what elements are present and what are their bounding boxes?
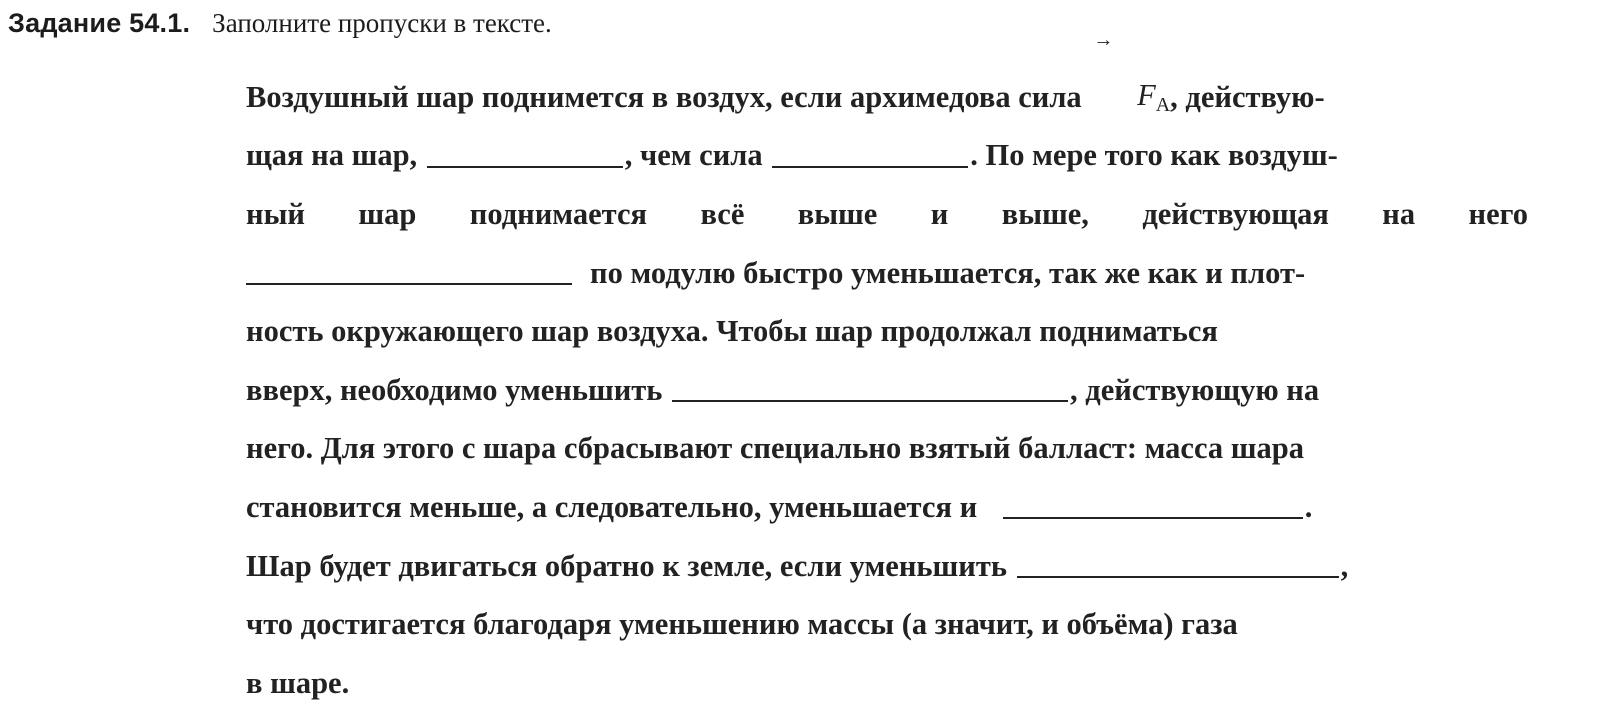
text-word: поднимается xyxy=(469,196,648,231)
blank-field-5[interactable] xyxy=(1003,495,1303,519)
text-segment: него. Для этого с шара сбрасывают специально взятый балласт: масса шара xyxy=(246,431,1304,466)
formula-symbol: F xyxy=(1137,77,1156,112)
text-line-3 xyxy=(246,185,1528,244)
text-segment: становится меньше, а следовательно, уменьшается и xyxy=(246,489,985,524)
text-line-2 xyxy=(246,127,1528,186)
text-line-5 xyxy=(246,302,1528,361)
text-segment: . xyxy=(1304,489,1313,524)
text-segment: вверх, необходимо уменьшить xyxy=(246,372,671,407)
task-number: Задание 54.1. xyxy=(8,8,191,38)
text-line-10 xyxy=(246,595,1528,654)
text-line-8 xyxy=(246,478,1528,537)
text-word: ный xyxy=(246,196,305,231)
text-segment: , действую- xyxy=(1170,79,1325,114)
text-segment: по модулю быстро уменьшается, так же как и плот- xyxy=(590,255,1306,290)
text-word: выше, xyxy=(1001,196,1089,231)
text-word: выше xyxy=(797,196,878,231)
blank-field-3[interactable] xyxy=(246,261,572,285)
text-line-11 xyxy=(246,654,1528,713)
formula-subscript: А xyxy=(1155,93,1171,116)
text-word: на xyxy=(1382,196,1416,231)
text-segment: щая на шар, xyxy=(246,138,425,173)
text-segment: в шаре. xyxy=(246,665,350,700)
text-word: и xyxy=(930,196,949,231)
text-segment: что достигается благодаря уменьшению массы (а значит, и объёма) газа xyxy=(246,607,1238,642)
blank-field-2[interactable] xyxy=(772,144,968,168)
text-word: него xyxy=(1468,196,1528,231)
exercise-text xyxy=(246,28,1528,713)
text-segment: , чем сила xyxy=(624,138,771,173)
text-line-9 xyxy=(246,537,1528,596)
text-line-6 xyxy=(246,361,1528,420)
text-line-4 xyxy=(246,244,1528,303)
text-segment: , xyxy=(1340,548,1349,583)
blank-field-4[interactable] xyxy=(672,378,1068,402)
text-line-1 xyxy=(246,28,1528,127)
text-word: шар xyxy=(358,196,417,231)
blank-field-1[interactable] xyxy=(427,144,623,168)
vector-arrow-icon: → xyxy=(1093,28,1114,51)
text-segment: Шар будет двигаться обратно к земле, если уменьшить xyxy=(246,548,1015,583)
archimedes-force-formula xyxy=(1091,28,1171,152)
text-word: действующая xyxy=(1142,196,1329,231)
text-segment: . По мере того как воздуш- xyxy=(970,138,1338,173)
text-segment: ность окружающего шар воздуха. Чтобы шар продолжал подниматься xyxy=(246,314,1218,349)
text-word: всё xyxy=(700,196,745,231)
text-segment: Воздушный шар поднимется в воздух, если архимедова сила xyxy=(246,79,1090,114)
task-header xyxy=(8,8,552,48)
blank-field-6[interactable] xyxy=(1017,554,1339,578)
text-segment: , действующую на xyxy=(1070,372,1320,407)
task-instruction: Заполните пропуски в тексте. xyxy=(212,8,552,38)
text-line-7 xyxy=(246,420,1528,479)
